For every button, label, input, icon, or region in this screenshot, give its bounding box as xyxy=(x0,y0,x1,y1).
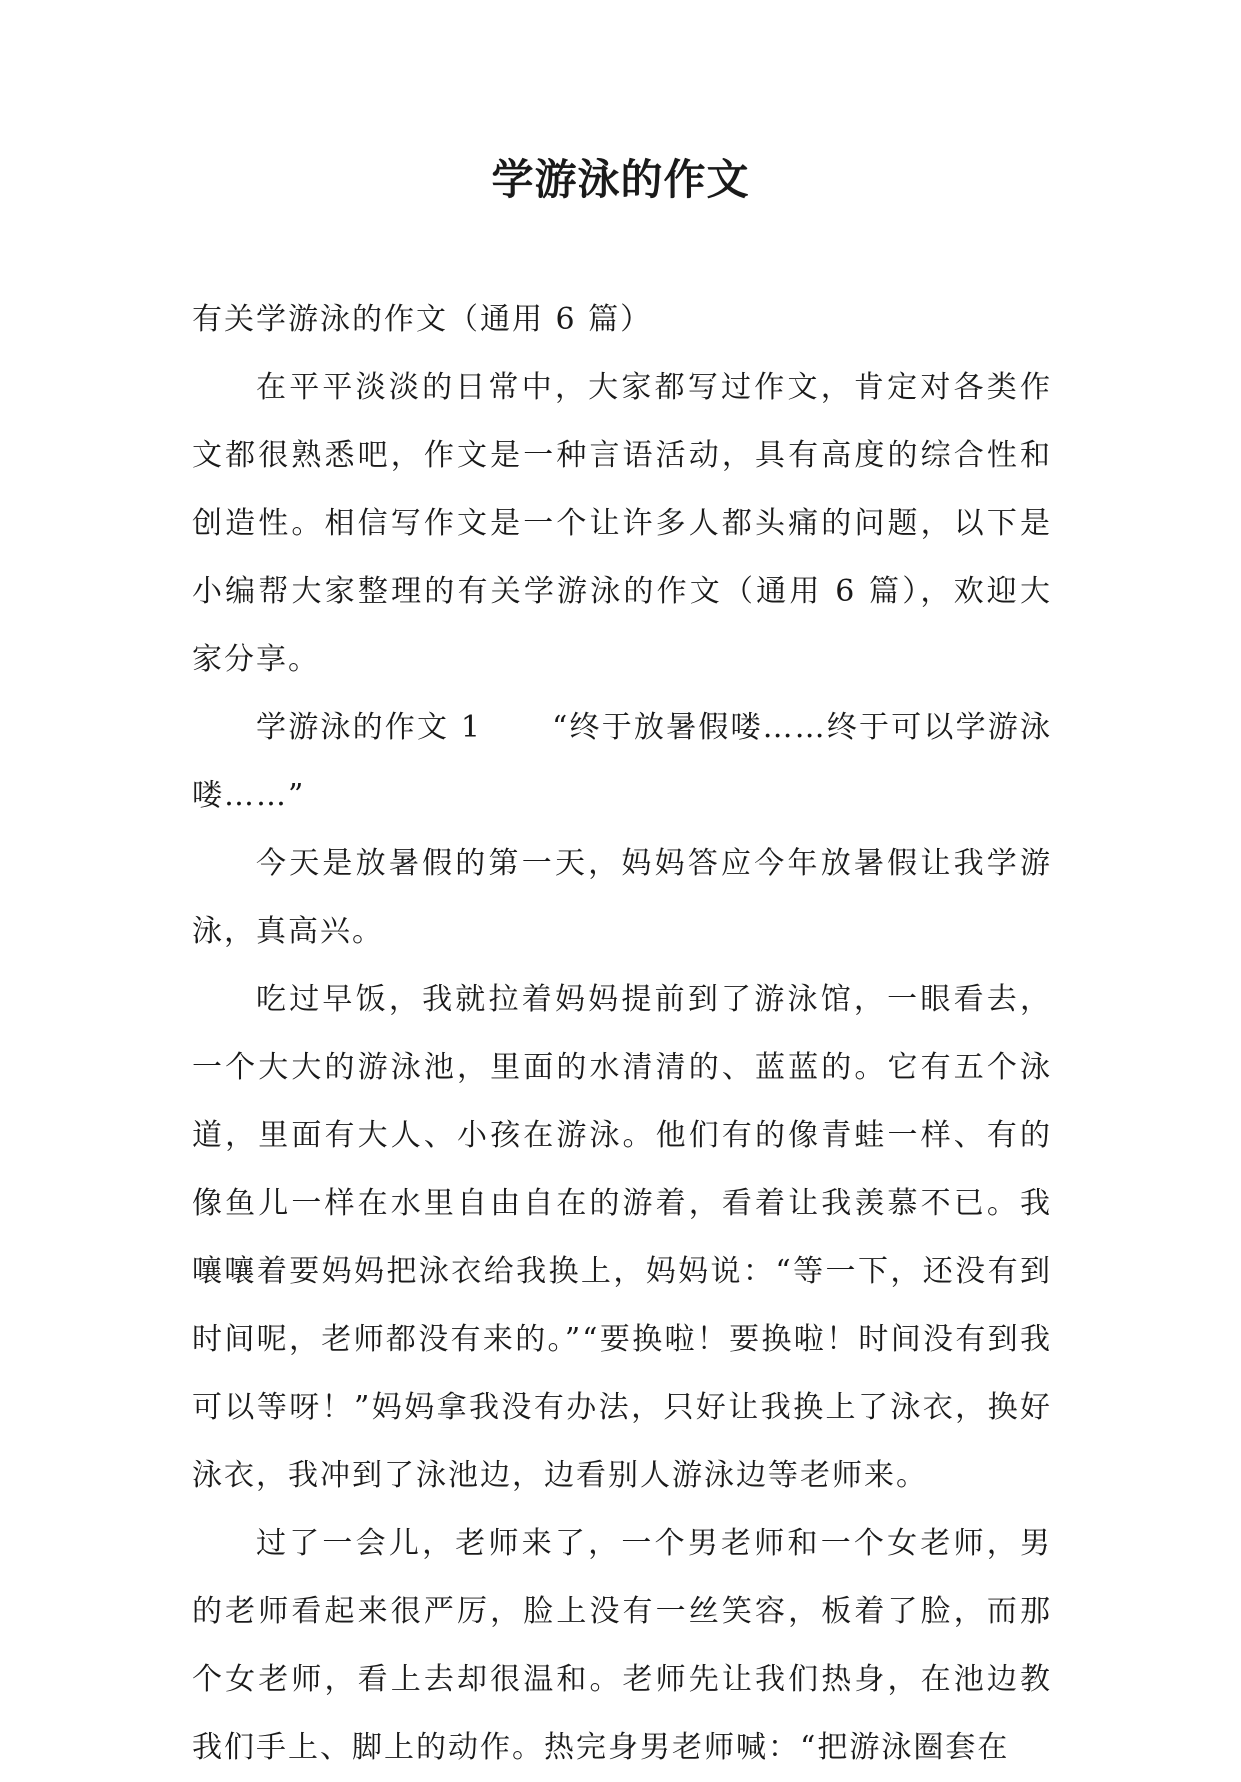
body-paragraph: 吃过早饭，我就拉着妈妈提前到了游泳馆，一眼看去，一个大大的游泳池，里面的水清清的、蓝蓝的。它有五个泳道，里面有大人、小孩在游泳。他们有的像青蛙一样、有的像鱼儿一样在水里自由自在的游着，看着让我羡慕不已。我嚷嚷着要妈妈把泳衣给我换上，妈妈说：“等一下，还没有到时间呢，老师都没有来的。”“要换啦！要换啦！时间没有到我可以等呀！”妈妈拿我没有办法，只好让我换上了泳衣，换好泳衣，我冲到了泳池边，边看别人游泳边等老师来。 xyxy=(192,982,1052,1493)
intro-paragraph: 在平平淡淡的日常中，大家都写过作文，肯定对各类作文都很熟悉吧，作文是一种言语活动，具有高度的综合性和创造性。相信写作文是一个让许多人都头痛的问题，以下是小编帮大家整理的有关学游泳的作文（通用 6 篇），欢迎大家分享。 xyxy=(192,370,1052,677)
document-body xyxy=(192,286,1052,1782)
body-paragraph: 今天是放暑假的第一天，妈妈答应今年放暑假让我学游泳，真高兴。 xyxy=(192,846,1052,949)
essay1-heading: 学游泳的作文 1 xyxy=(256,710,482,745)
essay1-opening: “终于放暑假喽……终于可以学游泳喽……” xyxy=(192,710,1052,813)
essay1-heading-line xyxy=(192,694,1052,830)
document-subtitle: 有关学游泳的作文（通用 6 篇） xyxy=(192,302,653,337)
document-title: 学游泳的作文 xyxy=(491,155,750,204)
body-paragraph: 过了一会儿，老师来了，一个男老师和一个女老师，男的老师看起来很严厉，脸上没有一丝笑容，板着了脸，而那个女老师，看上去却很温和。老师先让我们热身，在池边教我们手上、脚上的动作。热完身男老师喊：“把游泳圈套在 xyxy=(192,1526,1052,1765)
